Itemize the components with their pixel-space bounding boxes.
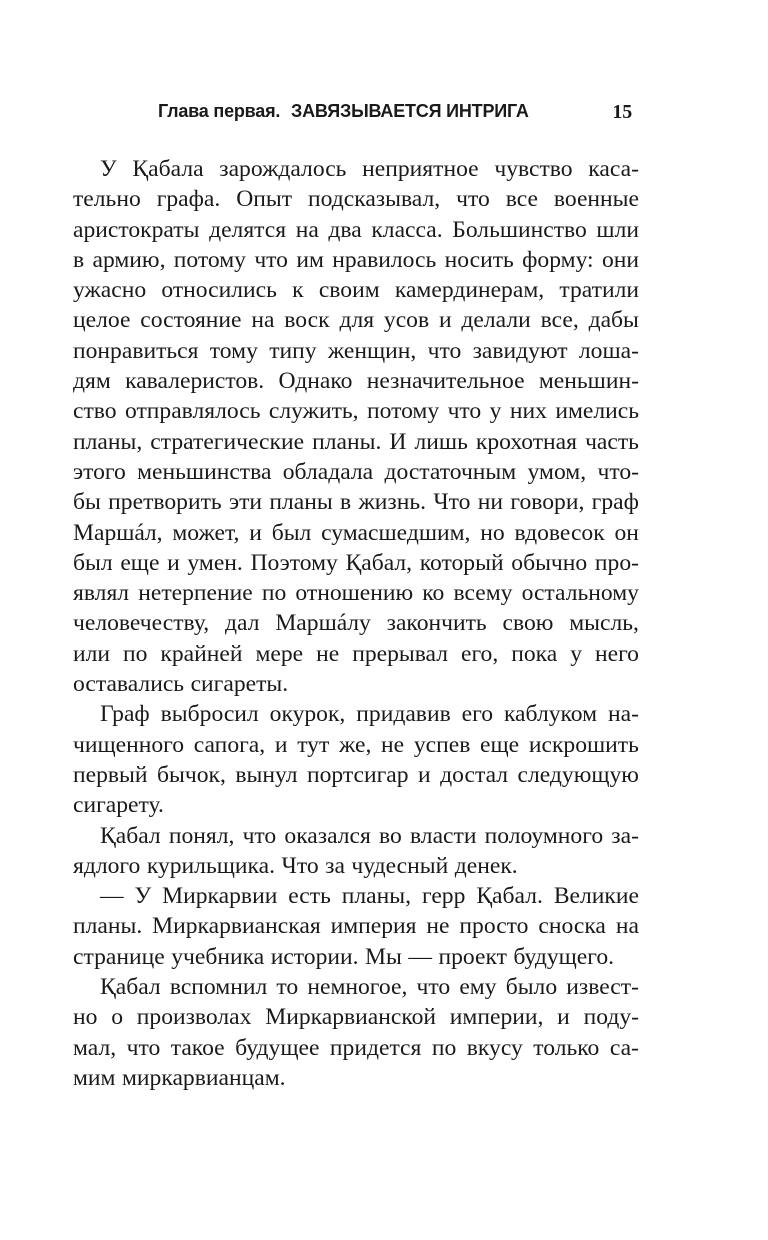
text-line: понравиться тому типу женщин, что завидуют лоша- [73,337,639,364]
text-line: ство отправлялось служить, потому что у них имелись [73,398,639,425]
text-line: первый бычок, вынул портсигар и достал следующую [73,761,639,788]
text-line: Қабал понял, что оказался во власти полоумного за- [100,822,639,849]
text-line: мим миркарвианцам. [73,1064,286,1091]
running-head [158,101,632,127]
text-line: оставались сигареты. [73,671,289,698]
text-line: бы претворить эти планы в жизнь. Что ни говори, граф [73,489,639,516]
text-line: У Қабала зарождалось неприятное чувство каса- [100,156,639,182]
text-line: Граф выбросил окурок, придавив его каблуком на- [100,701,639,728]
text-line: ядлого курильщика. Что за чудесный денек. [73,852,518,879]
text-line: планы, стратегические планы. И лишь крохотная часть [73,428,639,455]
paragraph [73,154,639,699]
text-line: ужасно относились к своим камердинерам, тратили [73,277,639,304]
text-line: странице учебника истории. Мы — проект будущего. [73,943,615,970]
paragraph [73,821,639,882]
text-line: был еще и умен. Поэтому Қабал, который обычно про- [73,549,639,576]
chapter-label: Глава первая. [158,101,281,121]
text-line: тельно графа. Опыт подсказывал, что все военные [73,186,639,213]
text-line: дям кавалеристов. Однако незначительное меньшин- [73,368,639,395]
text-line: чищенного сапога, и тут же, не успев еще искрошить [73,731,639,758]
paragraph [73,699,639,820]
text-line: мал, что такое будущее придется по вкусу только са- [73,1034,639,1061]
body-text [73,154,639,1093]
text-line: — У Миркарвии есть планы, герр Қабал. Великие [100,883,639,910]
text-line: планы. Миркарвианская империя не просто сноска на [73,913,639,940]
text-line: целое состояние на воск для усов и делали все, дабы [73,307,639,334]
running-head-title [158,101,529,122]
text-line: этого меньшинства обладала достаточным умом, что- [73,458,639,485]
text-line: аристократы делятся на два класса. Большинство шли [73,216,639,243]
page-number: 15 [612,101,632,123]
text-line: Маршáл, может, и был сумасшедшим, но вдовесок он [73,519,639,546]
text-line: человечеству, дал Маршáлу закончить свою мысль, [73,610,639,637]
paragraph [73,972,639,1093]
chapter-title: ЗАВЯЗЫВАЕТСЯ ИНТРИГА [291,101,529,121]
text-line: или по крайней мере не прерывал его, пока у него [73,640,639,667]
text-line: но о произволах Миркарвианской империи, и поду- [73,1004,639,1031]
paragraph [73,881,639,972]
text-line: являл нетерпение по отношению ко всему остальному [73,580,639,607]
text-line: Қабал вспомнил то немногое, что ему было извест- [100,974,639,1001]
text-line: сигарету. [73,792,164,819]
text-line: в армию, потому что им нравилось носить форму: они [73,246,639,273]
